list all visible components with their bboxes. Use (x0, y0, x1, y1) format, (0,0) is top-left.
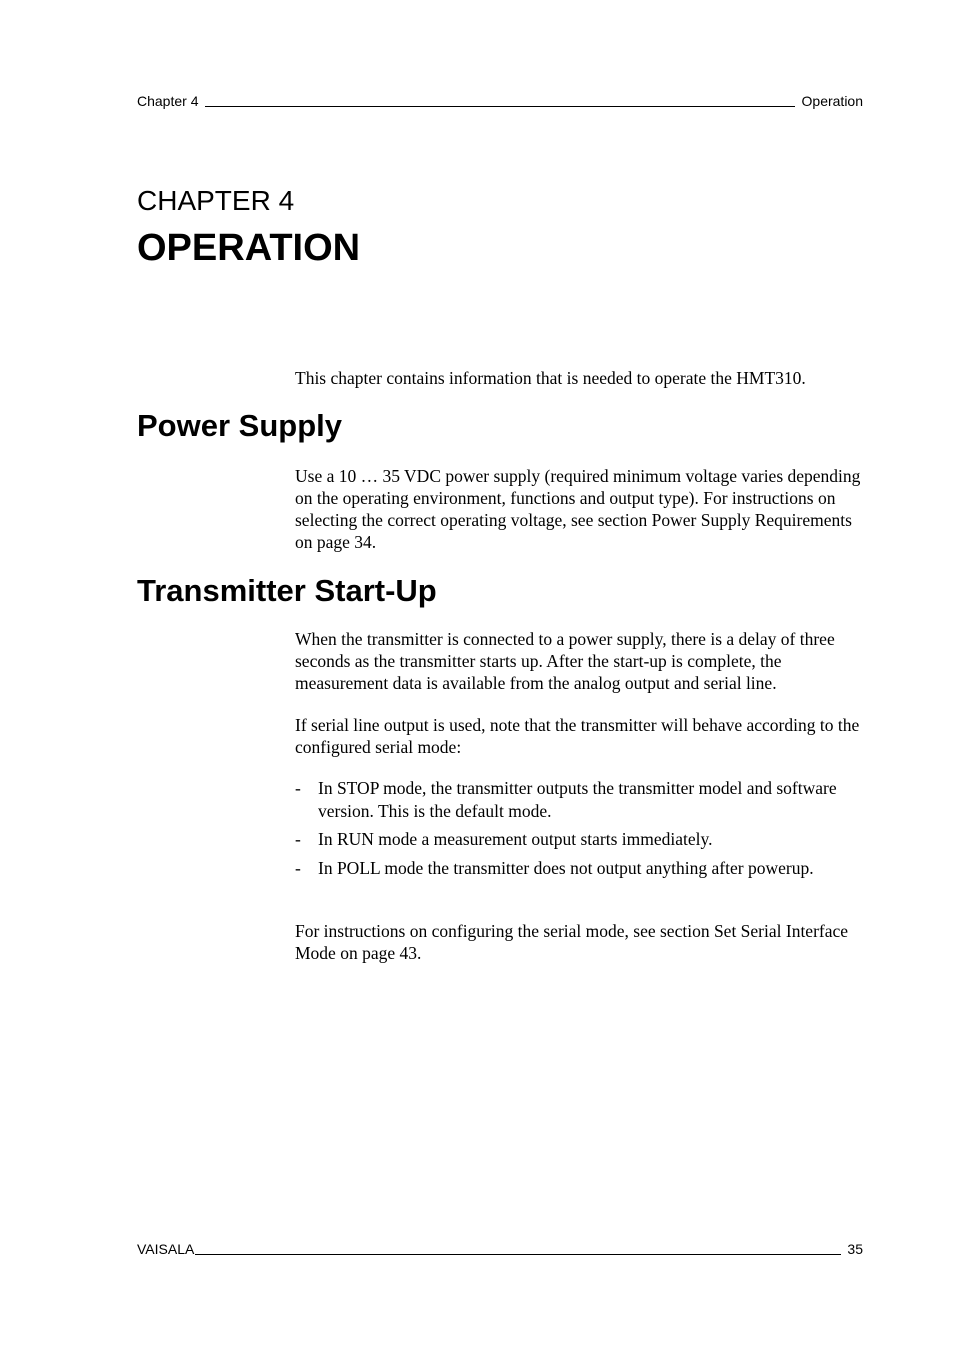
page-number: 35 (847, 1241, 863, 1257)
list-dash: - (295, 857, 301, 878)
chapter-label: CHAPTER 4 (137, 185, 295, 216)
section-heading-power-supply: Power Supply (137, 408, 342, 443)
footer-rule (195, 1254, 841, 1255)
intro-paragraph: This chapter contains information that is needed to operate the HMT310. (295, 368, 806, 388)
start-up-paragraph-3: For instructions on configuring the serial mode, see section Set Serial Interface Mode on page 43. (295, 921, 849, 963)
footer-company: VAISALA (137, 1241, 195, 1257)
list-item (295, 857, 865, 880)
header-rule (205, 106, 794, 107)
start-up-paragraph-1: When the transmitter is connected to a power supply, there is a delay of three seconds as the transmitter starts up. After the start-up is complete, the measurement data is available from the analog output and serial line. (295, 629, 835, 693)
list-item (295, 828, 865, 851)
header-section: Operation (801, 93, 863, 109)
list-item (295, 777, 865, 822)
section-heading-transmitter-start-up: Transmitter Start-Up (137, 573, 437, 608)
list-item-text: In STOP mode, the transmitter outputs the transmitter model and software version. This is the default mode. (318, 778, 837, 821)
power-supply-paragraph: Use a 10 … 35 VDC power supply (required minimum voltage varies depending on the operating environment, functions and output type). For instructions on selecting the correct operating voltage, see section Power Supply Requirements on page 34. (295, 466, 861, 552)
running-footer (137, 1238, 863, 1258)
header-chapter: Chapter 4 (137, 93, 199, 109)
list-item-text: In RUN mode a measurement output starts immediately. (318, 829, 713, 849)
list-item-text: In POLL mode the transmitter does not output anything after powerup. (318, 857, 814, 878)
list-dash: - (295, 778, 301, 798)
running-header (137, 90, 863, 110)
list-dash: - (295, 829, 301, 849)
start-up-paragraph-2: If serial line output is used, note that the transmitter will behave according to the configured serial mode: (295, 715, 860, 757)
serial-mode-list (295, 777, 865, 885)
chapter-title: OPERATION (137, 227, 361, 269)
